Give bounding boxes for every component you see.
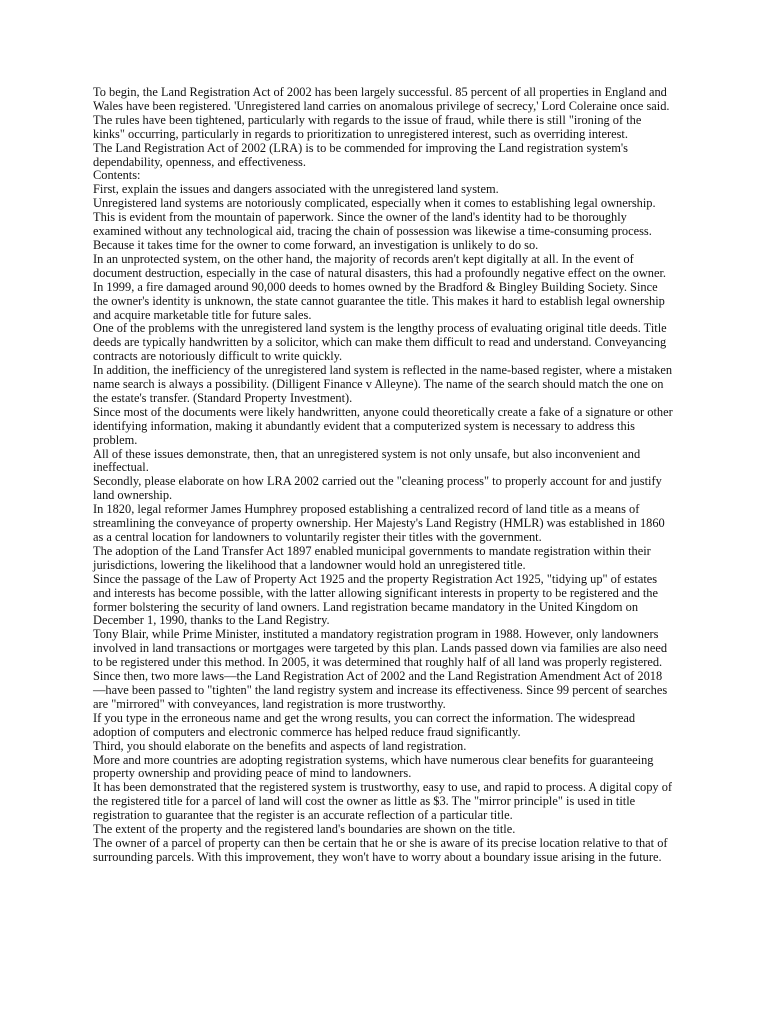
paragraph: Tony Blair, while Prime Minister, instituted a mandatory registration program in 1988. However, only landowners involved in land transactions or mortgages were targeted by this plan. Lands passed down via families are also need to be registered under this method. In 2005, it was determined that roughly half of all land was properly registered. Since then, two more laws—the Land Registration Act of 2002 and the Land Registration Amendment Act of 2018—have been passed to "tighten" the land registry system and increase its effectiveness. Since 99 percent of searches are "mirrored" with conveyances, land registration is more trustworthy.	[93, 627, 668, 711]
paragraph: Since most of the documents were likely handwritten, anyone could theoretically create a fake of a signature or other identifying information, making it abundantly evident that a computerized system is necessary to address this problem.	[93, 404, 673, 447]
section-heading-third: Third, you should elaborate on the benefits and aspects of land registration.	[93, 738, 467, 753]
paragraph: In addition, the inefficiency of the unregistered land system is reflected in the name-based register, where a mistaken name search is always a possibility. (Dilligent Finance v Alleyne). The name of the search should match the one on the estate's transfer. (Standard Property Investment).	[93, 363, 673, 405]
paragraph: The rules have been tightened, particularly with regards to the issue of fraud, while there is still "ironing of the kinks" occurring, particularly in regards to prioritization to unregistered interest, such as overriding interest.	[93, 112, 642, 141]
paragraph: The extent of the property and the registered land's boundaries are shown on the title.	[93, 822, 516, 837]
document-page	[93, 86, 673, 865]
paragraph: The adoption of the Land Transfer Act 1897 enabled municipal governments to mandate registration within their jurisdictions, lowering the likelihood that a landowner would hold an unregistered title.	[93, 543, 651, 572]
paragraph: The Land Registration Act of 2002 (LRA) is to be commended for improving the Land registration system's dependability, openness, and effectiveness.	[93, 140, 628, 169]
paragraph: In 1820, legal reformer James Humphrey proposed establishing a centralized record of land title as a means of streamlining the conveyance of property ownership. Her Majesty's Land Registry (HMLR) was established in 1860 as a central location for landowners to voluntarily register their titles with the government.	[93, 502, 665, 544]
paragraph: All of these issues demonstrate, then, that an unregistered system is not only unsafe, but also inconvenient and ineffectual.	[93, 446, 641, 475]
contents-heading: Contents:	[93, 168, 141, 183]
paragraph: If you type in the erroneous name and get the wrong results, you can correct the information. The widespread adoption of computers and electronic commerce has helped reduce fraud significantly.	[93, 710, 636, 739]
paragraph: Since the passage of the Law of Property Act 1925 and the property Registration Act 1925, "tidying up" of estates and interests has become possible, with the latter allowing significant interests in property to be registered and the former bolstering the security of land owners. Land registration became mandatory in the United Kingdom on December 1, 1990, thanks to the Land Registry.	[93, 571, 658, 628]
paragraph: In an unprotected system, on the other hand, the majority of records aren't kept digitally at all. In the event of document destruction, especially in the case of natural disasters, this had a profoundly negative effect on the owner. In 1999, a fire damaged around 90,000 deeds to homes owned by the Bradford & Bingley Building Society. Since the owner's identity is unknown, the state cannot guarantee the title. This makes it hard to establish legal ownership and acquire marketable title for future sales.	[93, 251, 666, 322]
section-heading-second: Secondly, please elaborate on how LRA 2002 carried out the "cleaning process" to properly account for and justify land ownership.	[93, 474, 662, 503]
paragraph: It has been demonstrated that the registered system is trustworthy, easy to use, and rapid to process. A digital copy of the registered title for a parcel of land will cost the owner as little as $3. The "mirror principle" is used in title registration to guarantee that the register is an accurate reflection of a particular title.	[93, 780, 673, 823]
paragraph: To begin, the Land Registration Act of 2002 has been largely successful. 85 percent of all properties in England and Wales have been registered. 'Unregistered land carries on anomalous privilege of secrecy,' Lord Coleraine once said.	[93, 85, 670, 113]
paragraph: The owner of a parcel of property can then be certain that he or she is aware of its precise location relative to that of surrounding parcels. With this improvement, they won't have to worry about a boundary issue arising in the future.	[93, 835, 668, 864]
paragraph: One of the problems with the unregistered land system is the lengthy process of evaluating original title deeds. Title deeds are typically handwritten by a solicitor, which can make them difficult to read and understand. Conveyancing contracts are notoriously difficult to write quickly.	[93, 321, 667, 364]
paragraph: More and more countries are adopting registration systems, which have numerous clear benefits for guaranteeing property ownership and providing peace of mind to landowners.	[93, 752, 654, 781]
section-heading-first: First, explain the issues and dangers associated with the unregistered land system.	[93, 182, 499, 197]
paragraph: Unregistered land systems are notoriously complicated, especially when it comes to establishing legal ownership. This is evident from the mountain of paperwork. Since the owner of the land's identity had to be thoroughly examined without any technological aid, tracing the chain of possession was likewise a time-consuming process. Because it takes time for the owner to come forward, an investigation is unlikely to do so.	[93, 196, 656, 252]
